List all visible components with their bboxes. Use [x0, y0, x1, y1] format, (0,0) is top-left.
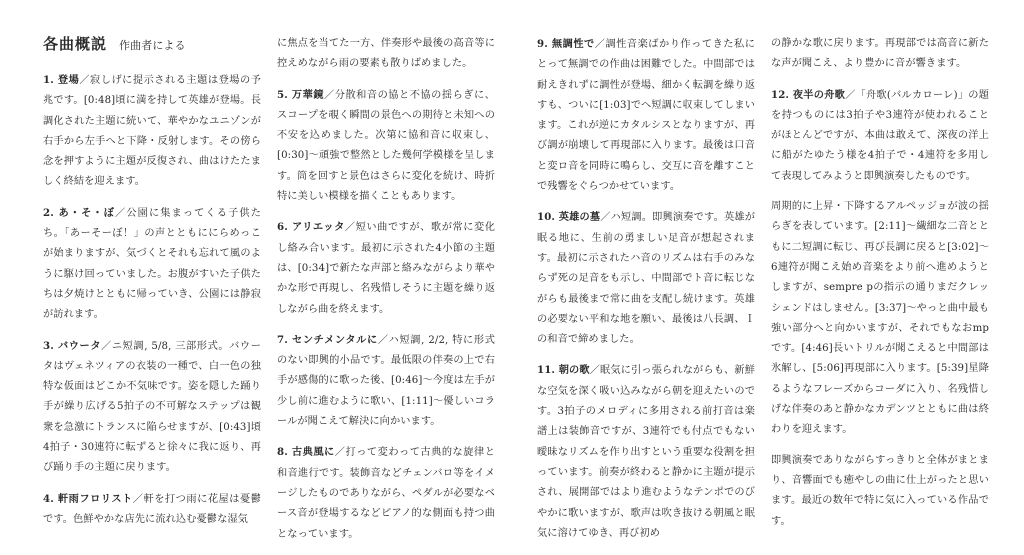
piece-description: ／調性音楽ばかり作ってきた私にとって無調での作曲は困難でした。中間部では耐えきれずに調性が登場、細かく転調を繰り返すも、ついに[1:03]でへ短調に収束してしまいます。これが逆にカタルシスとなりますが、再び調が崩壊して再現部に入ります。最後は口音と変ロ音を同時に鳴らし、交互に音を離すことで残響をぐらつかせています。	[537, 39, 755, 193]
piece-description: ／公園に集まってくる子供たち。「あーそーぼ！」の声とともににらめっこが始まりますが、気づくとそれも忘れて風のように駆け回っていました。お腹がすいた子供たちは夕焼けとともに帰っていき、公園には静寂が訪れます。	[43, 207, 261, 321]
piece-title: 8. 古典風に	[277, 446, 335, 459]
piece-note-4	[43, 489, 261, 531]
piece-title: 11. 朝の歌	[537, 364, 590, 377]
piece-note-7	[277, 330, 495, 432]
piece-description: 周期的に上昇・下降するアルペッジョが波の揺らぎを表しています。[2:11]～繊細な二音とともに二短調に転じ、再び長調に戻ると[3:02]～6連符が聞こえ始め音楽をより前へ進めようとしますが、sempre pの指示の通りまだクレッシェンドはしません。[3:37]～やっと曲中最も強い部分へと向かいますが、それでもなおmpです。[4:46]長いトリルが聞こえると中間部は氷解し、[5:06]再現部に入ります。[5:39]星降るようなフレーズからコーダに入り、名残惜しげな伴奏のあと静かなカデンツとともに曲は終わりを迎えます。	[771, 201, 989, 436]
piece-note-12-part-2	[771, 197, 989, 441]
piece-title: 1. 登場	[43, 74, 80, 86]
piece-note-6	[277, 217, 495, 319]
piece-note-4-continued	[277, 34, 495, 75]
piece-note-1	[43, 70, 261, 193]
piece-note-12-part-3	[771, 451, 989, 532]
piece-description: ／ニ短調, 5/8, 三部形式。バウータはヴェネツィアの衣装の一種で、白一色の独特な仮面はどこか不気味です。姿を隠した踊り手が繰り広げる5拍子の不可解なステップは観衆を急激にトランスに陥らせますが、[0:43]頃4拍子・30連符に転ずると徐々に我に返り、再び踊り手の主題に戻ります。	[43, 340, 261, 474]
piece-title: 12. 夜半の舟歌	[771, 88, 846, 101]
piece-description: ／「舟歌(バルカローレ)」の題を持つものには3拍子や3連符が使われることがほとんどですが、本曲は敢えて、深夜の洋上に船がたゆたう様を4拍子で・4連符を多用して表現してみようと即興演奏したものです。	[771, 89, 990, 182]
page-header	[43, 34, 261, 66]
piece-title: 6. アリエッタ	[277, 221, 345, 234]
page-subtitle: 作曲者による	[119, 39, 186, 52]
piece-description: に焦点を当てた一方、伴奏形や最後の高音等に控えめながら雨の要素も散りばめました。	[277, 38, 495, 70]
piece-description: ／眠気に引っ張られながらも、新鮮な空気を深く吸い込みながら朝を迎えたいのです。3拍子のメロディに多用される前打音は楽譜上は装飾音ですが、3連符でも付点でもない曖昧なリズムを作り出すという重要な役割を担っています。前奏が終わると静かに主題が提示され、展開部ではより進むようなテンポでのびやかに歌いますが、歌声は吹き抜ける朝風と眠気に溶けてゆき、再び初め	[537, 365, 755, 539]
page-title: 各曲概説	[43, 35, 108, 53]
piece-description: ／ハ短調, 2/2, 特に形式のない即興的小品です。最低限の伴奏の上で右手が感傷的に歌った後、[0:46]～今度は左手が少し前に進むように歌い、[1:11]～優しいコラールが聞こえて解決に向かいます。	[277, 334, 495, 428]
piece-note-2	[43, 203, 261, 326]
piece-note-11	[537, 360, 755, 544]
column-1	[43, 34, 261, 540]
piece-title: 2. あ・そ・ぼ	[43, 206, 116, 219]
piece-title: 10. 英雄の墓	[537, 211, 601, 224]
piece-title: 3. バウータ	[43, 339, 102, 352]
piece-title: 4. 軒雨フロリスト	[43, 492, 133, 505]
piece-description: の静かな歌に戻ります。再現部では高音に新たな声が聞こえ、より豊かに音が響きます。	[771, 38, 989, 70]
piece-title: 7. センチメンタルに	[277, 333, 378, 346]
piece-description: ／打って変わって古典的な旋律と和音進行です。装飾音などチェンバロ等をイメージしたものでありながら、ペダルが必要なベース音が登場するなどピアノ的な側面も持つ曲となっています。	[277, 447, 495, 540]
piece-note-12	[771, 85, 989, 187]
piece-note-5	[277, 85, 495, 208]
piece-description: 即興演奏でありながらすっきりと全体がまとまり、音響面でも癒やしの曲に仕上がったと思います。最近の数年で特に気に入っている作品です。	[771, 454, 989, 527]
column-4	[771, 34, 989, 542]
piece-description: ／分散和音の協と不協の揺らぎに、スコープを覗く瞬間の景色への期待と未知への不安を込めました。次第に協和音に収束し、[0:30]～頑強で整然とした幾何学模様を呈します。筒を回すと景色はさらに変化を続け、時折特に美しい模様を描くこともあります。	[277, 89, 495, 203]
piece-note-3	[43, 336, 261, 479]
piece-note-10	[537, 207, 755, 350]
piece-description: ／寂しげに提示される主題は登場の予兆です。[0:48]頃に満を持して英雄が登場。長調化された主題に続いて、華やかなユニゾンが右手から左手へと下降・反射します。その傍ら念を押すように主題が反復され、曲はけたたましく終結を迎えます。	[43, 75, 261, 188]
piece-title: 5. 万華鏡	[277, 88, 325, 101]
piece-note-8	[277, 442, 495, 544]
piece-description: ／短い曲ですが、歌が常に変化し絡み合います。最初に示された4小節の主題は、[0:34]で新たな声部と絡みながらより華やかな形で再現し、名残惜しそうに主題を繰り返しながら曲を終えます。	[277, 222, 495, 315]
column-2	[277, 34, 495, 555]
piece-note-9	[537, 34, 755, 197]
piece-description: ／ハ短調。即興演奏です。英雄が眠る地に、生前の勇ましい足音が想起されます。最初に示されたハ音のリズムは右手のみならず死の足音をも示し、中間部でト音に転じながらも最後まで常に曲を支配し続けます。英雄の必要ない平和な地を願い、最後は八長調、Ｉの和音で締めました。	[537, 212, 755, 346]
piece-note-11-continued	[771, 34, 989, 75]
column-3	[537, 34, 755, 554]
piece-title: 9. 無調性で	[537, 38, 595, 50]
piece-description: ／軒を打つ雨に花屋は憂鬱です。色鮮やかな店先に流れ込む憂鬱な湿気	[43, 493, 261, 525]
